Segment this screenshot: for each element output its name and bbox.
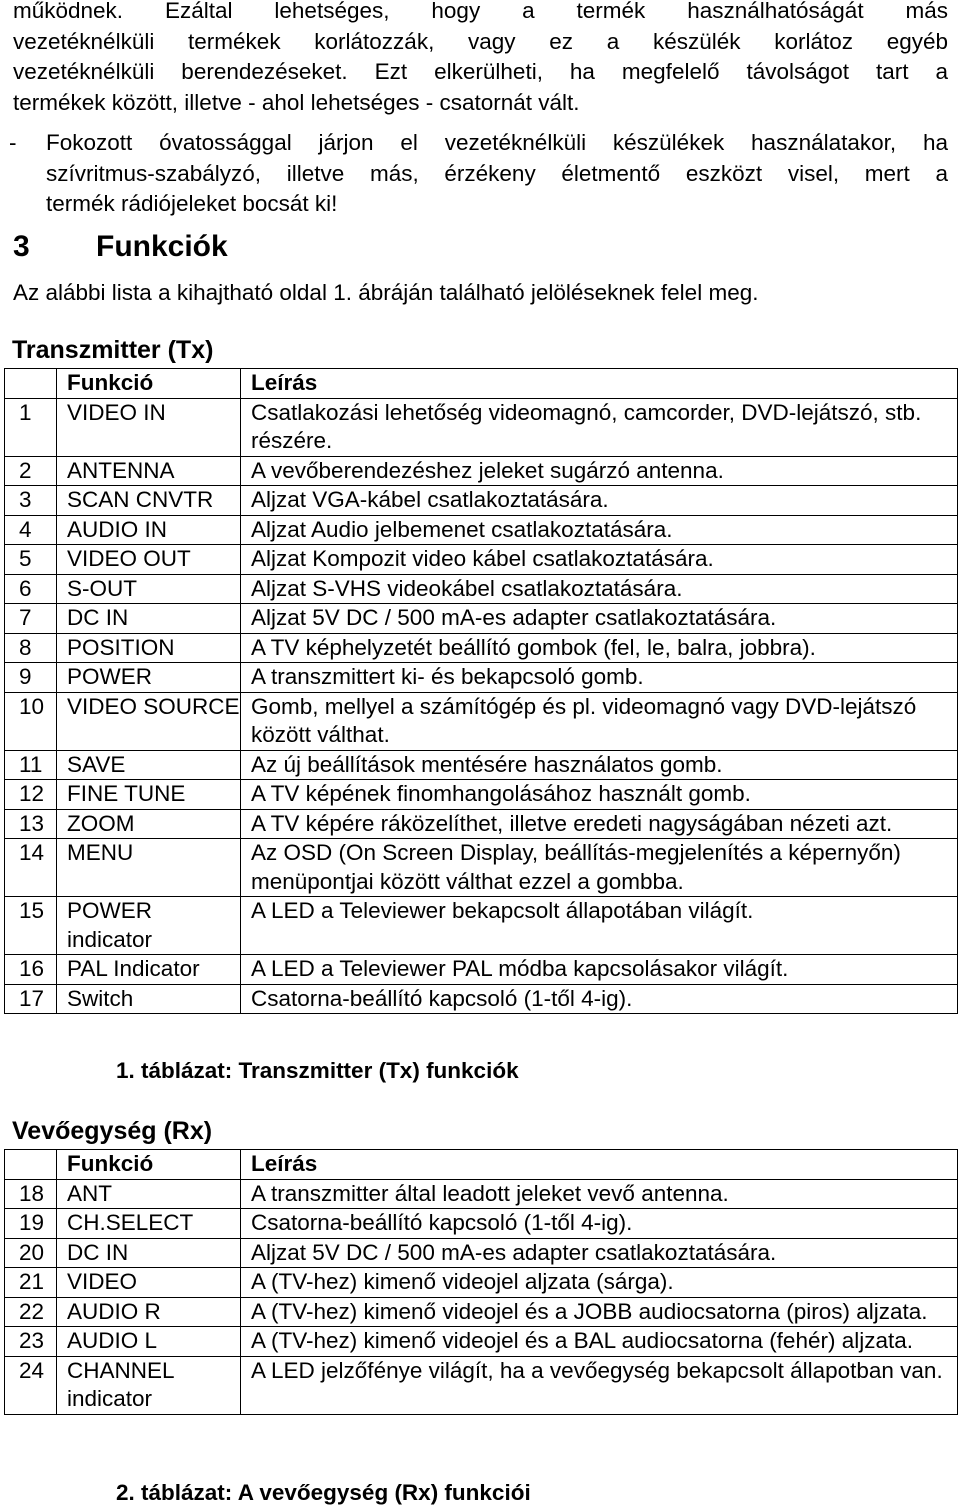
table-row xyxy=(5,456,958,486)
table-row xyxy=(5,839,958,897)
row-number-cell: 19 xyxy=(5,1209,57,1239)
receiver-heading: Vevőegység (Rx) xyxy=(12,1117,213,1145)
row-function-cell: AUDIO L xyxy=(57,1327,241,1357)
row-description-cell: A (TV-hez) kimenő videojel és a JOBB audiocsatorna (piros) aljzata. xyxy=(241,1297,958,1327)
row-description-cell: Aljzat 5V DC / 500 mA-es adapter csatlakoztatására. xyxy=(241,1238,958,1268)
row-function-cell: S-OUT xyxy=(57,574,241,604)
row-function-cell: POWER xyxy=(57,663,241,693)
table-header-row xyxy=(5,1150,958,1180)
row-function-cell: Switch xyxy=(57,984,241,1014)
receiver-table xyxy=(4,1149,958,1415)
table-row xyxy=(5,1268,958,1298)
table-row xyxy=(5,604,958,634)
header-description-cell: Leírás xyxy=(241,1150,958,1180)
transmitter-table xyxy=(4,368,958,1014)
table-header-row xyxy=(5,369,958,399)
bullet-line: szívritmus-szabályzó, illetve más, érzékeny életmentő eszközt visel, mert a xyxy=(46,160,948,186)
row-function-cell: DC IN xyxy=(57,604,241,634)
row-function-cell: POWER indicator xyxy=(57,897,241,955)
row-number-cell: 11 xyxy=(5,750,57,780)
row-function-cell: VIDEO xyxy=(57,1268,241,1298)
row-function-cell: CH.SELECT xyxy=(57,1209,241,1239)
row-function-cell: ZOOM xyxy=(57,809,241,839)
row-description-cell: A transzmitter által leadott jeleket vevő antenna. xyxy=(241,1179,958,1209)
warning-bullet xyxy=(9,128,948,220)
row-number-cell: 12 xyxy=(5,780,57,810)
row-number-cell: 2 xyxy=(5,456,57,486)
section-intro: Az alábbi lista a kihajtható oldal 1. ábráján található jelöléseknek felel meg. xyxy=(13,280,759,305)
row-function-cell: ANTENNA xyxy=(57,456,241,486)
row-number-cell: 6 xyxy=(5,574,57,604)
header-number-cell xyxy=(5,369,57,399)
table-row xyxy=(5,984,958,1014)
row-function-cell: AUDIO IN xyxy=(57,515,241,545)
row-number-cell: 22 xyxy=(5,1297,57,1327)
section-number: 3 xyxy=(13,230,30,263)
intro-line: működnek. Ezáltal lehetséges, hogy a termék használhatóságát más xyxy=(13,0,948,23)
intro-line: vezetéknélküli berendezéseket. Ezt elkerülheti, ha megfelelő távolságot tart a xyxy=(13,59,948,84)
row-function-cell: ANT xyxy=(57,1179,241,1209)
row-description-cell: Aljzat Kompozit video kábel csatlakoztatására. xyxy=(241,545,958,575)
row-number-cell: 23 xyxy=(5,1327,57,1357)
table-row xyxy=(5,1327,958,1357)
table-row xyxy=(5,780,958,810)
table-row xyxy=(5,398,958,456)
header-description-cell: Leírás xyxy=(241,369,958,399)
row-description-cell: Csatlakozási lehetőség videomagnó, camcorder, DVD-lejátszó, stb. részére. xyxy=(241,398,958,456)
intro-line: vezetéknélküli termékek korlátozzák, vagy ez a készülék korlátoz egyéb xyxy=(13,28,948,54)
row-description-cell: A LED jelzőfénye világít, ha a vevőegység bekapcsolt állapotban van. xyxy=(241,1356,958,1414)
row-description-cell: Az új beállítások mentésére használatos gomb. xyxy=(241,750,958,780)
row-number-cell: 16 xyxy=(5,955,57,985)
row-description-cell: Csatorna-beállító kapcsoló (1-től 4-ig). xyxy=(241,984,958,1014)
table-row xyxy=(5,1356,958,1414)
table-row xyxy=(5,545,958,575)
row-number-cell: 5 xyxy=(5,545,57,575)
table-row xyxy=(5,809,958,839)
row-description-cell: A (TV-hez) kimenő videojel és a BAL audiocsatorna (fehér) aljzata. xyxy=(241,1327,958,1357)
row-function-cell: DC IN xyxy=(57,1238,241,1268)
row-number-cell: 13 xyxy=(5,809,57,839)
row-function-cell: FINE TUNE xyxy=(57,780,241,810)
row-description-cell: A vevőberendezéshez jeleket sugárzó antenna. xyxy=(241,456,958,486)
section-title: Funkciók xyxy=(96,230,228,263)
row-description-cell: A (TV-hez) kimenő videojel aljzata (sárga). xyxy=(241,1268,958,1298)
row-function-cell: PAL Indicator xyxy=(57,955,241,985)
header-function-cell: Funkció xyxy=(57,1150,241,1180)
table-row xyxy=(5,633,958,663)
transmitter-table-caption: 1. táblázat: Transzmitter (Tx) funkciók xyxy=(116,1058,519,1083)
bullet-dash: - xyxy=(9,130,17,155)
row-description-cell: A TV képének finomhangolásához használt gomb. xyxy=(241,780,958,810)
row-description-cell: Csatorna-beállító kapcsoló (1-től 4-ig). xyxy=(241,1209,958,1239)
row-number-cell: 15 xyxy=(5,897,57,955)
section-heading xyxy=(13,230,228,264)
row-number-cell: 24 xyxy=(5,1356,57,1414)
row-description-cell: Aljzat S-VHS videokábel csatlakoztatására. xyxy=(241,574,958,604)
table-row xyxy=(5,515,958,545)
transmitter-heading: Transzmitter (Tx) xyxy=(12,336,214,364)
row-number-cell: 8 xyxy=(5,633,57,663)
row-description-cell: Aljzat VGA-kábel csatlakoztatására. xyxy=(241,486,958,516)
table-row xyxy=(5,663,958,693)
table-row xyxy=(5,486,958,516)
row-description-cell: A LED a Televiewer PAL módba kapcsolásakor világít. xyxy=(241,955,958,985)
table-row xyxy=(5,1297,958,1327)
intro-line: termékek között, illetve - ahol lehetséges - csatornát vált. xyxy=(13,89,580,115)
row-description-cell: A TV képére ráközelíthet, illetve eredeti nagyságában nézeti azt. xyxy=(241,809,958,839)
row-function-cell: VIDEO IN xyxy=(57,398,241,456)
row-number-cell: 21 xyxy=(5,1268,57,1298)
table-row xyxy=(5,955,958,985)
row-description-cell: Aljzat Audio jelbemenet csatlakoztatására. xyxy=(241,515,958,545)
header-function-cell: Funkció xyxy=(57,369,241,399)
row-number-cell: 7 xyxy=(5,604,57,634)
row-number-cell: 14 xyxy=(5,839,57,897)
row-description-cell: Az OSD (On Screen Display, beállítás-megjelenítés a képernyőn) menüpontjai között válthat ezzel a gombba. xyxy=(241,839,958,897)
row-number-cell: 20 xyxy=(5,1238,57,1268)
table-row xyxy=(5,574,958,604)
row-function-cell: AUDIO R xyxy=(57,1297,241,1327)
row-function-cell: MENU xyxy=(57,839,241,897)
row-number-cell: 1 xyxy=(5,398,57,456)
row-number-cell: 4 xyxy=(5,515,57,545)
receiver-table-caption: 2. táblázat: A vevőegység (Rx) funkciói xyxy=(116,1480,531,1505)
row-description-cell: A LED a Televiewer bekapcsolt állapotában világít. xyxy=(241,897,958,955)
row-function-cell: SCAN CNVTR xyxy=(57,486,241,516)
intro-paragraph xyxy=(13,0,948,118)
table-row xyxy=(5,1179,958,1209)
row-function-cell: POSITION xyxy=(57,633,241,663)
bullet-line: termék rádiójeleket bocsát ki! xyxy=(46,191,338,216)
row-description-cell: Gomb, mellyel a számítógép és pl. videomagnó vagy DVD-lejátszó között válthat. xyxy=(241,692,958,750)
bullet-line: Fokozott óvatossággal járjon el vezetéknélküli készülékek használatakor, ha xyxy=(46,130,948,155)
row-number-cell: 17 xyxy=(5,984,57,1014)
row-function-cell: VIDEO OUT xyxy=(57,545,241,575)
row-function-cell: SAVE xyxy=(57,750,241,780)
header-number-cell xyxy=(5,1150,57,1180)
row-number-cell: 9 xyxy=(5,663,57,693)
row-number-cell: 10 xyxy=(5,692,57,750)
row-number-cell: 3 xyxy=(5,486,57,516)
row-description-cell: A transzmittert ki- és bekapcsoló gomb. xyxy=(241,663,958,693)
row-function-cell: VIDEO SOURCE xyxy=(57,692,241,750)
row-description-cell: A TV képhelyzetét beállító gombok (fel, le, balra, jobbra). xyxy=(241,633,958,663)
table-row xyxy=(5,897,958,955)
table-row xyxy=(5,1238,958,1268)
table-row xyxy=(5,1209,958,1239)
table-row xyxy=(5,750,958,780)
table-row xyxy=(5,692,958,750)
row-function-cell: CHANNEL indicator xyxy=(57,1356,241,1414)
row-description-cell: Aljzat 5V DC / 500 mA-es adapter csatlakoztatására. xyxy=(241,604,958,634)
row-number-cell: 18 xyxy=(5,1179,57,1209)
